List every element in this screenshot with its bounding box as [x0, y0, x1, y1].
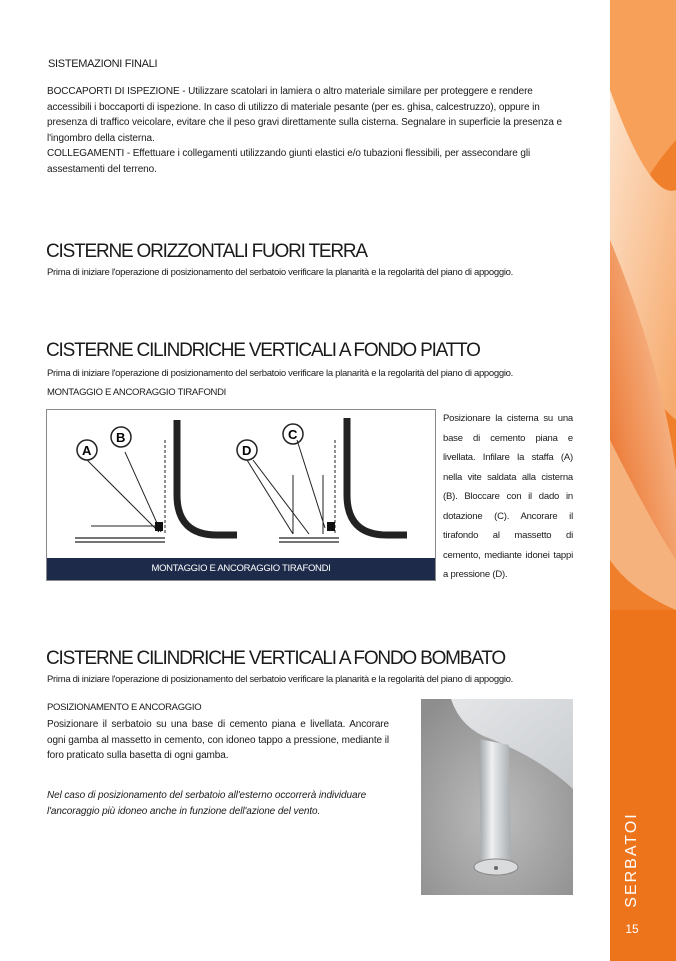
boccaporti-text: Utilizzare scatolari in lamiera o altro materiale similare per proteggere e rendere accessibili i boccaporti di ispezione. In caso di utilizzo di materiale pesante (per es. ghisa, calcestruzzo), oppure in presenza di traffico veicolare, evitare che il peso gravi direttamente sulla cisterna. Segnalare in superficie la presenza e l'ingombro della cisterna.	[47, 86, 562, 144]
diagram-left-group	[75, 420, 237, 542]
label-b: B	[116, 430, 126, 445]
nut-right	[327, 522, 335, 531]
diagram-right-group	[237, 418, 407, 542]
section-finali-title: SISTEMAZIONI FINALI	[48, 58, 158, 70]
tank-leg	[479, 739, 511, 864]
tank-wall-left	[177, 420, 237, 535]
tank-wall-right	[347, 418, 407, 535]
section-bombato-body: Posizionare il serbatoio su una base di cemento piana e livellata. Ancorare ogni gamba al massetto in cemento, con idoneo tappo a pressione, mediante il foro praticato sulla basetta di ogni gamba.	[47, 719, 389, 762]
pointer-c	[297, 440, 325, 528]
section-finali-body	[47, 84, 574, 178]
pointer-d2	[253, 460, 309, 534]
label-d: D	[242, 443, 252, 458]
label-c: C	[288, 427, 298, 442]
sidebar-section-label	[616, 805, 648, 915]
pointer-d1	[247, 460, 293, 534]
section-bombato-intro: Prima di iniziare l'operazione di posizionamento del serbatoio verificare la planarità e la regolarità del piano di appoggio.	[47, 674, 514, 685]
section-bombato-note: Nel caso di posizionamento del serbatoio all'esterno occorrerà individuare l'ancoraggio più idoneo anche in funzione dell'azione del vento.	[47, 790, 367, 817]
collegamenti-paragraph	[47, 146, 574, 177]
collegamenti-text: Effettuare i collegamenti utilizzando giunti elastici e/o tubazioni flessibili, per assecondare gli assestamenti del terreno.	[47, 148, 531, 175]
tank-leg-photo	[421, 699, 573, 895]
anchor-bolt	[494, 866, 498, 870]
section-bombato-subtitle: POSIZIONAMENTO E ANCORAGGIO	[47, 702, 202, 713]
section-orizzontali-title: CISTERNE ORIZZONTALI FUORI TERRA	[46, 241, 367, 262]
section-orizzontali-intro: Prima di iniziare l'operazione di posizionamento del serbatoio verificare la planarità e la regolarità del piano di appoggio.	[47, 267, 514, 278]
section-piatto-intro: Prima di iniziare l'operazione di posizionamento del serbatoio verificare la planarità e la regolarità del piano di appoggio.	[47, 368, 514, 379]
pointer-a	[87, 460, 159, 532]
page-number: 15	[625, 922, 639, 936]
anchoring-diagram	[47, 410, 435, 558]
section-bombato-title: CISTERNE CILINDRICHE VERTICALI A FONDO BOMBATO	[46, 648, 505, 669]
collegamenti-label: COLLEGAMENTI -	[47, 148, 131, 160]
label-a: A	[82, 443, 92, 458]
boccaporti-label: BOCCAPORTI DI ISPEZIONE -	[47, 86, 186, 97]
anchoring-figure	[46, 409, 436, 581]
pointer-b	[125, 452, 161, 532]
section-piatto-title: CISTERNE CILINDRICHE VERTICALI A FONDO PIATTO	[46, 340, 480, 361]
section-piatto-side-text: Posizionare la cisterna su una base di cemento piana e livellata. Infilare la staffa (A) nella vite saldata alla cisterna (B). Bloccare con il dado in dotazione (C). Ancorare il tirafondo al massetto di cemento, mediante idonei tappi a pressione (D).	[443, 413, 573, 580]
sidebar-label-text: SERBATOI	[623, 812, 640, 908]
section-piatto-subtitle: MONTAGGIO E ANCORAGGIO TIRAFONDI	[47, 387, 227, 398]
tank-leg-illustration	[421, 699, 573, 895]
nut-left	[155, 522, 163, 531]
figure-caption: MONTAGGIO E ANCORAGGIO TIRAFONDI	[47, 558, 435, 580]
boccaporti-paragraph	[47, 84, 574, 146]
